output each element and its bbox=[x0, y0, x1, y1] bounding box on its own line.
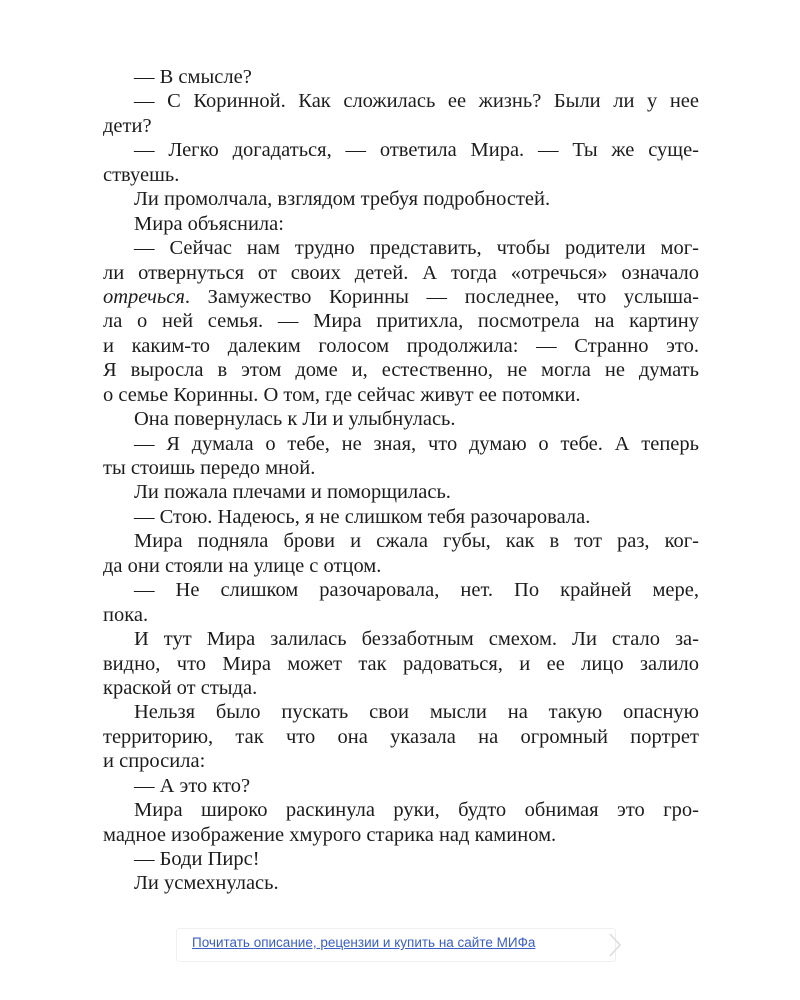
text-line: Мира широко раскинула руки, будто обнимая это гро- bbox=[134, 799, 699, 822]
text-line: — Сейчас нам трудно представить, чтобы родители мог- bbox=[134, 237, 699, 260]
text-line: мадное изображение хмурого старика над камином. bbox=[103, 823, 557, 846]
text-line: — Не слишком разочаровала, нет. По крайней мере, bbox=[134, 579, 699, 602]
italic-word: отречься bbox=[103, 285, 185, 308]
text-line: Мира подняла брови и сжала губы, как в тот раз, ког- bbox=[134, 530, 699, 553]
text-line: ли отвернуться от своих детей. А тогда «отречься» означало bbox=[103, 261, 699, 284]
text-line: краской от стыда. bbox=[103, 676, 258, 699]
text-line: — В смысле? bbox=[134, 66, 252, 88]
text-line: — А это кто? bbox=[134, 774, 251, 797]
text-line: и каким-то далеким голосом продолжила: — Странно это. bbox=[103, 334, 699, 357]
text-line: ствуешь. bbox=[103, 163, 180, 186]
text-line: пока. bbox=[103, 603, 149, 626]
text-line: Я выросла в этом доме и, естественно, не могла не думать bbox=[103, 359, 699, 382]
text-line: видно, что Мира может так радоваться, и ее лицо залило bbox=[103, 652, 699, 675]
text-line: — Боди Пирс! bbox=[134, 848, 260, 870]
text-line: ла о ней семья. — Мира притихла, посмотрела на картину bbox=[103, 310, 699, 333]
text-line: Ли пожала плечами и поморщилась. bbox=[134, 481, 451, 504]
book-text bbox=[103, 65, 699, 896]
text-line: — Я думала о тебе, не зная, что думаю о тебе. А теперь bbox=[134, 432, 699, 455]
text-line-mixed bbox=[103, 285, 699, 309]
text-line: и спросила: bbox=[103, 750, 206, 773]
text-line: Мира объяснила: bbox=[134, 212, 284, 235]
text-line: — С Коринной. Как сложилась ее жизнь? Были ли у нее bbox=[134, 90, 699, 113]
text-line: Ли промолчала, взглядом требуя подробностей. bbox=[134, 188, 551, 211]
text-line: И тут Мира залилась беззаботным смехом. Ли стало за- bbox=[134, 628, 699, 651]
text-line: о семье Коринны. О том, где сейчас живут ее потомки. bbox=[103, 383, 581, 406]
text-line: Ли усмехнулась. bbox=[134, 872, 279, 895]
text-line: Нельзя было пускать свои мысли на такую опасную bbox=[134, 701, 699, 724]
text-line: Она повернулась к Ли и улыбнулась. bbox=[134, 408, 456, 431]
text-line: — Стою. Надеюсь, я не слишком тебя разочаровала. bbox=[134, 505, 591, 528]
text-line-rest: . Замужество Коринны — последнее, что услыша- bbox=[184, 285, 699, 308]
text-line: ты стоишь передо мной. bbox=[103, 457, 316, 479]
chevron-right-icon[interactable] bbox=[607, 932, 623, 958]
text-line: территорию, так что она указала на огромный портрет bbox=[103, 725, 699, 748]
text-line: — Легко догадаться, — ответила Мира. — Ты же суще- bbox=[134, 139, 699, 162]
text-line: да они стояли на улице с отцом. bbox=[103, 554, 382, 577]
buy-on-mif-link[interactable]: Почитать описание, рецензии и купить на сайте МИФа bbox=[192, 935, 536, 950]
text-line: дети? bbox=[103, 114, 152, 137]
